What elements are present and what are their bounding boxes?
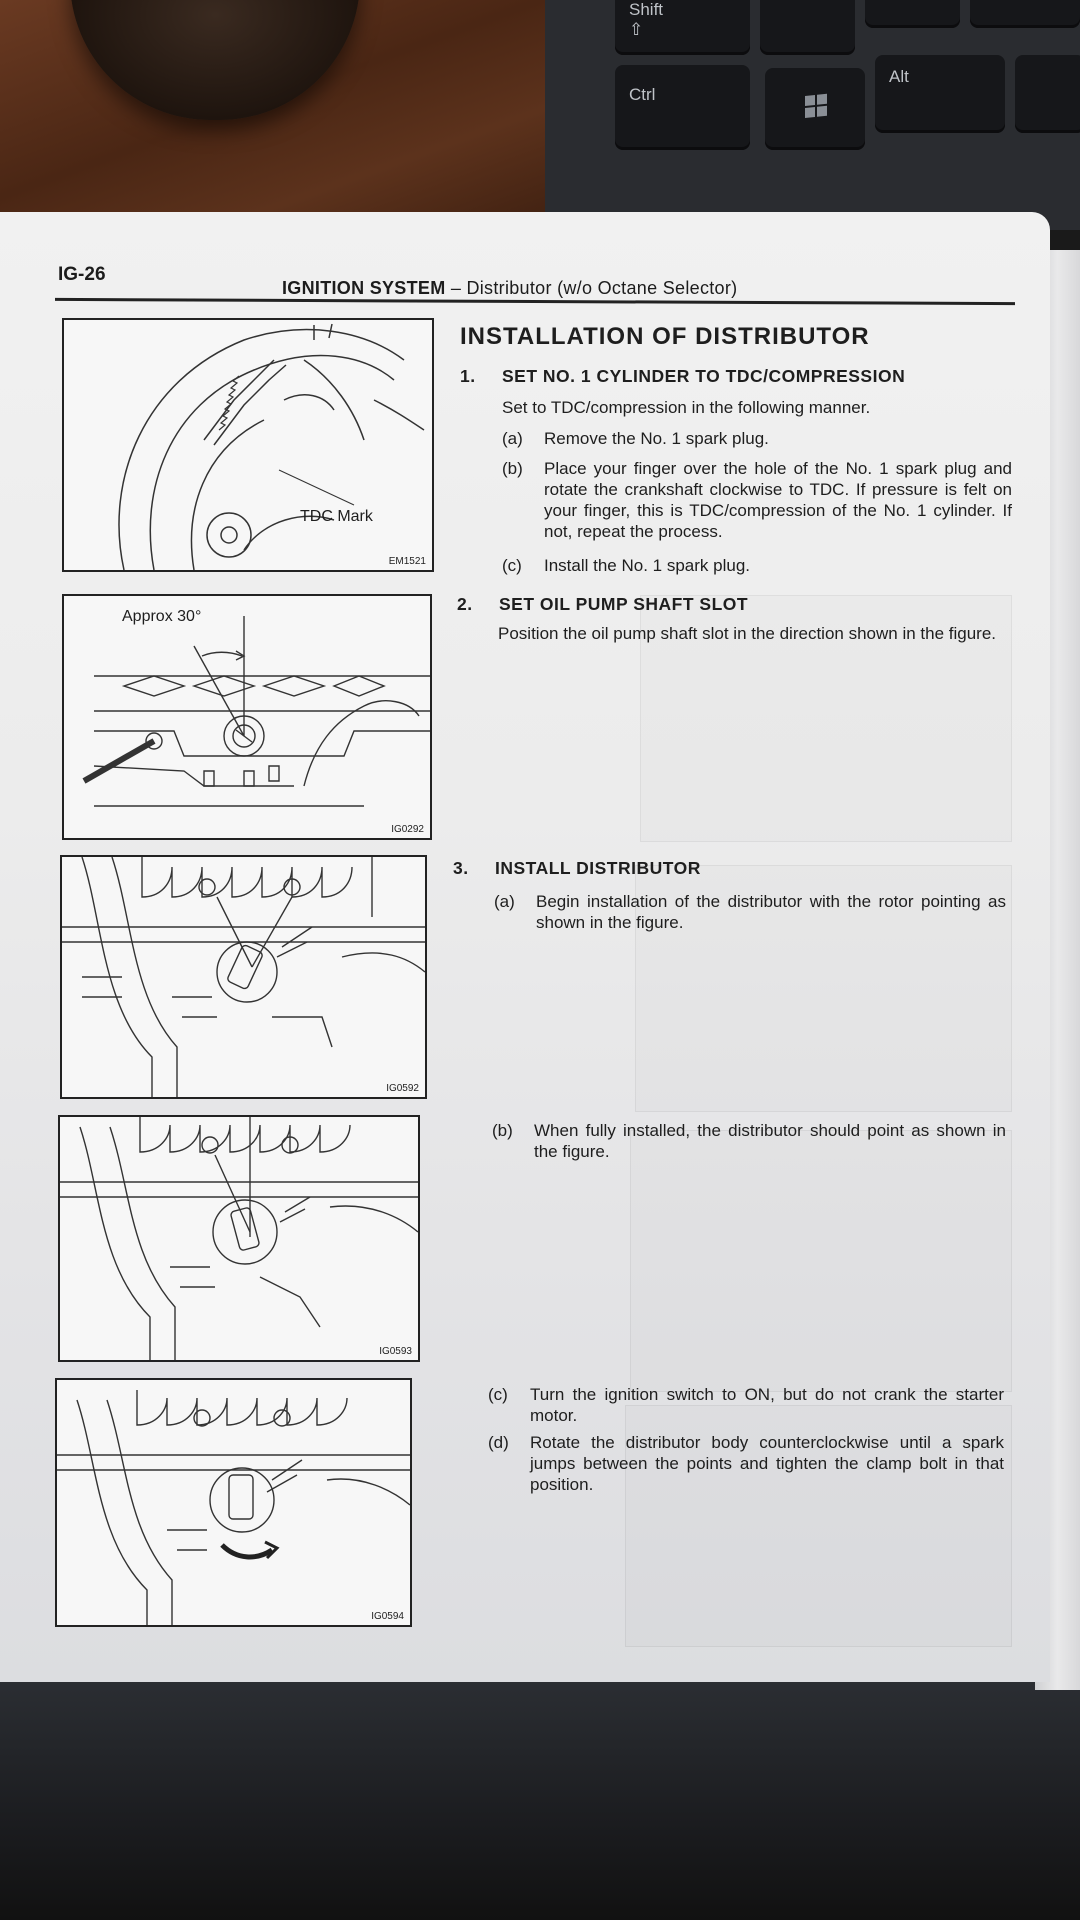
key xyxy=(1015,55,1080,133)
figure-distributor-installed xyxy=(58,1115,420,1362)
item-text: Rotate the distributor body counterclockwise until a spark jumps between the points and tighten the clamp bolt in that position. xyxy=(530,1433,1004,1494)
step-3-item-c xyxy=(488,1384,1004,1426)
step-number: 1. xyxy=(460,366,476,386)
step-1-heading xyxy=(460,366,905,387)
step-1-item-c xyxy=(502,555,1012,576)
step-1-item-b xyxy=(502,458,1012,542)
item-label: (b) xyxy=(502,459,523,478)
shift-key xyxy=(615,0,750,55)
item-text: Begin installation of the distributor with the rotor pointing as shown in the figure. xyxy=(536,892,1006,932)
shift-arrow-icon: ⇧ xyxy=(629,20,644,39)
item-text: When fully installed, the distributor should point as shown in the figure. xyxy=(534,1121,1006,1161)
oil-pump-shaft-illustration xyxy=(64,596,430,838)
item-label: (b) xyxy=(492,1121,513,1140)
ctrl-key-label: Ctrl xyxy=(629,85,656,104)
figure-distributor-adjust xyxy=(55,1378,412,1627)
tdc-mark-label: TDC Mark xyxy=(300,508,373,525)
key xyxy=(970,0,1080,28)
item-text: Turn the ignition switch to ON, but do not crank the starter motor. xyxy=(530,1385,1004,1425)
distributor-adjust-illustration xyxy=(57,1380,410,1625)
desk-surface xyxy=(0,0,560,235)
step-3-item-a xyxy=(494,891,1006,933)
figure-code: IG0594 xyxy=(371,1611,404,1622)
figure-tdc-mark xyxy=(62,318,434,572)
figure-code: IG0292 xyxy=(391,824,424,835)
header-dash: – xyxy=(450,278,462,298)
key xyxy=(865,0,960,28)
step-heading-text: INSTALL DISTRIBUTOR xyxy=(495,858,701,878)
shift-key-label: Shift xyxy=(629,0,664,19)
step-2-intro: Position the oil pump shaft slot in the direction shown in the figure. xyxy=(498,624,997,643)
page-header xyxy=(282,278,737,299)
step-heading-text: SET OIL PUMP SHAFT SLOT xyxy=(499,594,749,614)
step-number: 2. xyxy=(457,594,473,614)
item-label: (c) xyxy=(488,1385,508,1404)
keyboard xyxy=(545,0,1080,230)
step-3-heading xyxy=(453,858,701,879)
ctrl-key xyxy=(615,65,750,150)
key xyxy=(760,0,855,55)
step-heading-text: SET NO. 1 CYLINDER TO TDC/COMPRESSION xyxy=(502,366,906,386)
distributor-install-illustration xyxy=(62,857,425,1097)
item-label: (c) xyxy=(502,556,522,575)
item-text: Remove the No. 1 spark plug. xyxy=(544,429,769,448)
figure-code: IG0593 xyxy=(379,1346,412,1357)
distributor-installed-illustration xyxy=(60,1117,418,1360)
item-text: Place your finger over the hole of the No. 1 spark plug and rotate the crankshaft clockwise to TDC. If pressure is felt on your finger, this is TDC/compression of the No. 1 cylinder. If not, repeat the process. xyxy=(544,459,1012,541)
section-title: INSTALLATION OF DISTRIBUTOR xyxy=(460,323,870,350)
show-through xyxy=(630,1130,1012,1392)
windows-logo-icon xyxy=(765,68,865,150)
figure-code: IG0592 xyxy=(386,1083,419,1094)
step-1-item-a xyxy=(502,428,1012,449)
step-1-intro: Set to TDC/compression in the following manner. xyxy=(502,398,871,417)
windows-key xyxy=(765,68,865,150)
item-text: Install the No. 1 spark plug. xyxy=(544,556,751,575)
lap-background xyxy=(0,1680,1080,1920)
jar xyxy=(70,0,360,120)
figure-code: EM1521 xyxy=(388,556,426,567)
page-number: IG-26 xyxy=(58,264,106,285)
step-2-heading xyxy=(457,594,748,615)
step-number: 3. xyxy=(453,858,469,878)
step-3-item-b xyxy=(492,1120,1006,1162)
item-label: (d) xyxy=(488,1433,509,1452)
figure-oil-pump-slot xyxy=(62,594,432,840)
item-label: (a) xyxy=(502,429,523,448)
step-3-item-d xyxy=(488,1432,1004,1495)
header-subsection: Distributor (w/o Octane Selector) xyxy=(466,278,738,298)
header-section: IGNITION SYSTEM xyxy=(282,278,446,298)
crank-pulley-illustration xyxy=(64,320,432,570)
item-label: (a) xyxy=(494,892,515,911)
alt-key xyxy=(875,55,1005,133)
figure-distributor-begin xyxy=(60,855,427,1099)
alt-key-label: Alt xyxy=(889,67,909,86)
angle-label: Approx 30° xyxy=(122,608,202,625)
